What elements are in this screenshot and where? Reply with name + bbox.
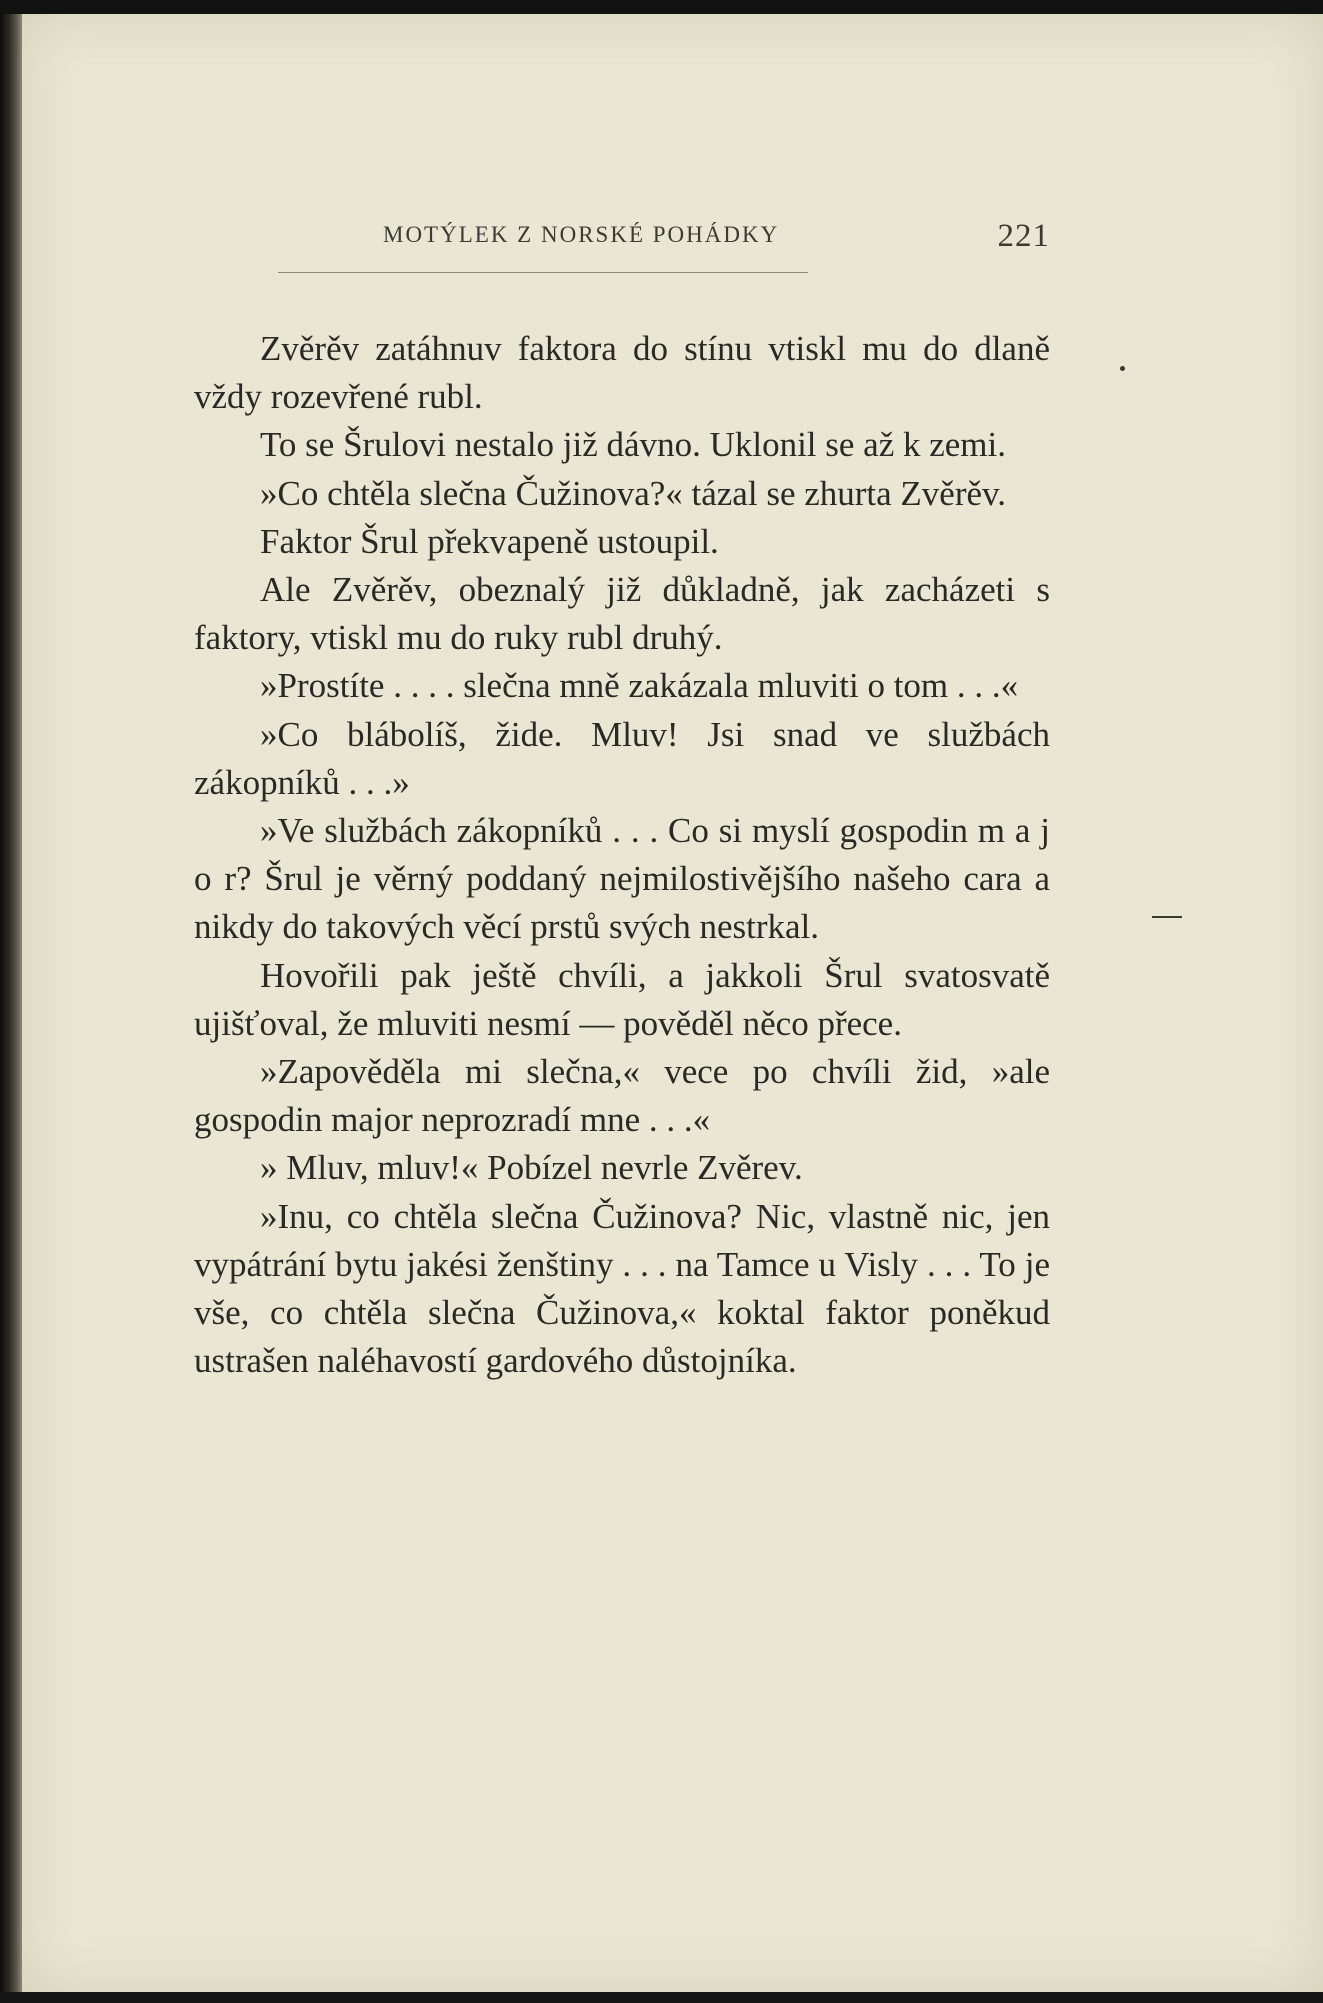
paragraph: »Ve službách zákopníků . . . Co si myslí gospodin m a j o r? Šrul je věrný poddaný nejmilostivějšího našeho cara a nikdy do takových věcí prstů svých nestrkal. xyxy=(194,811,1050,947)
paragraph: »Inu, co chtěla slečna Čužinova? Nic, vlastně nic, jen vypátrání bytu jakési ženštiny . . . na Tamce u Visly . . . To je vše, co chtěla slečna Čužinova,« koktal faktor poněkud ustrašen naléhavostí gardového důstojníka. xyxy=(194,1196,1050,1381)
paragraph: To se Šrulovi nestalo již dávno. Uklonil se až k zemi. xyxy=(260,425,1007,465)
paragraph: »Zapověděla mi slečna,« vece po chvíli žid, »ale gospodin major neprozradí mne . . .« xyxy=(194,1052,1050,1140)
margin-dash-mark xyxy=(1152,916,1182,918)
paragraph: » Mluv, mluv!« Pobízel nevrle Zvěrev. xyxy=(260,1148,803,1188)
page-header xyxy=(195,218,1050,262)
paragraph: »Prostíte . . . . slečna mně zakázala mluviti o tom . . .« xyxy=(260,666,1019,706)
paragraph: »Co chtěla slečna Čužinova?« tázal se zhurta Zvěrěv. xyxy=(260,473,1007,513)
header-rule xyxy=(278,272,808,273)
paragraph: Zvěrěv zatáhnuv faktora do stínu vtiskl mu do dlaně vždy rozevřené rubl. xyxy=(194,329,1050,417)
book-binding-edge xyxy=(0,14,22,1992)
paragraph: Ale Zvěrěv, obeznalý již důkladně, jak zacházeti s faktory, vtiskl mu do ruky rubl druhý. xyxy=(194,570,1050,658)
scan-bottom-edge xyxy=(0,1992,1323,2003)
paragraph: Faktor Šrul překvapeně ustoupil. xyxy=(260,521,719,561)
paragraph: »Co blábolíš, žide. Mluv! Jsi snad ve službách zákopníků . . .» xyxy=(194,714,1050,802)
paragraph: Hovořili pak ještě chvíli, a jakkoli Šrul svatosvatě ujišťoval, že mluviti nesmí — pověděl něco přece. xyxy=(194,955,1050,1043)
running-title: MOTÝLEK Z NORSKÉ POHÁDKY xyxy=(383,222,780,247)
margin-speck xyxy=(1120,366,1125,371)
page-number: 221 xyxy=(997,218,1050,254)
body-text xyxy=(194,325,1050,1385)
